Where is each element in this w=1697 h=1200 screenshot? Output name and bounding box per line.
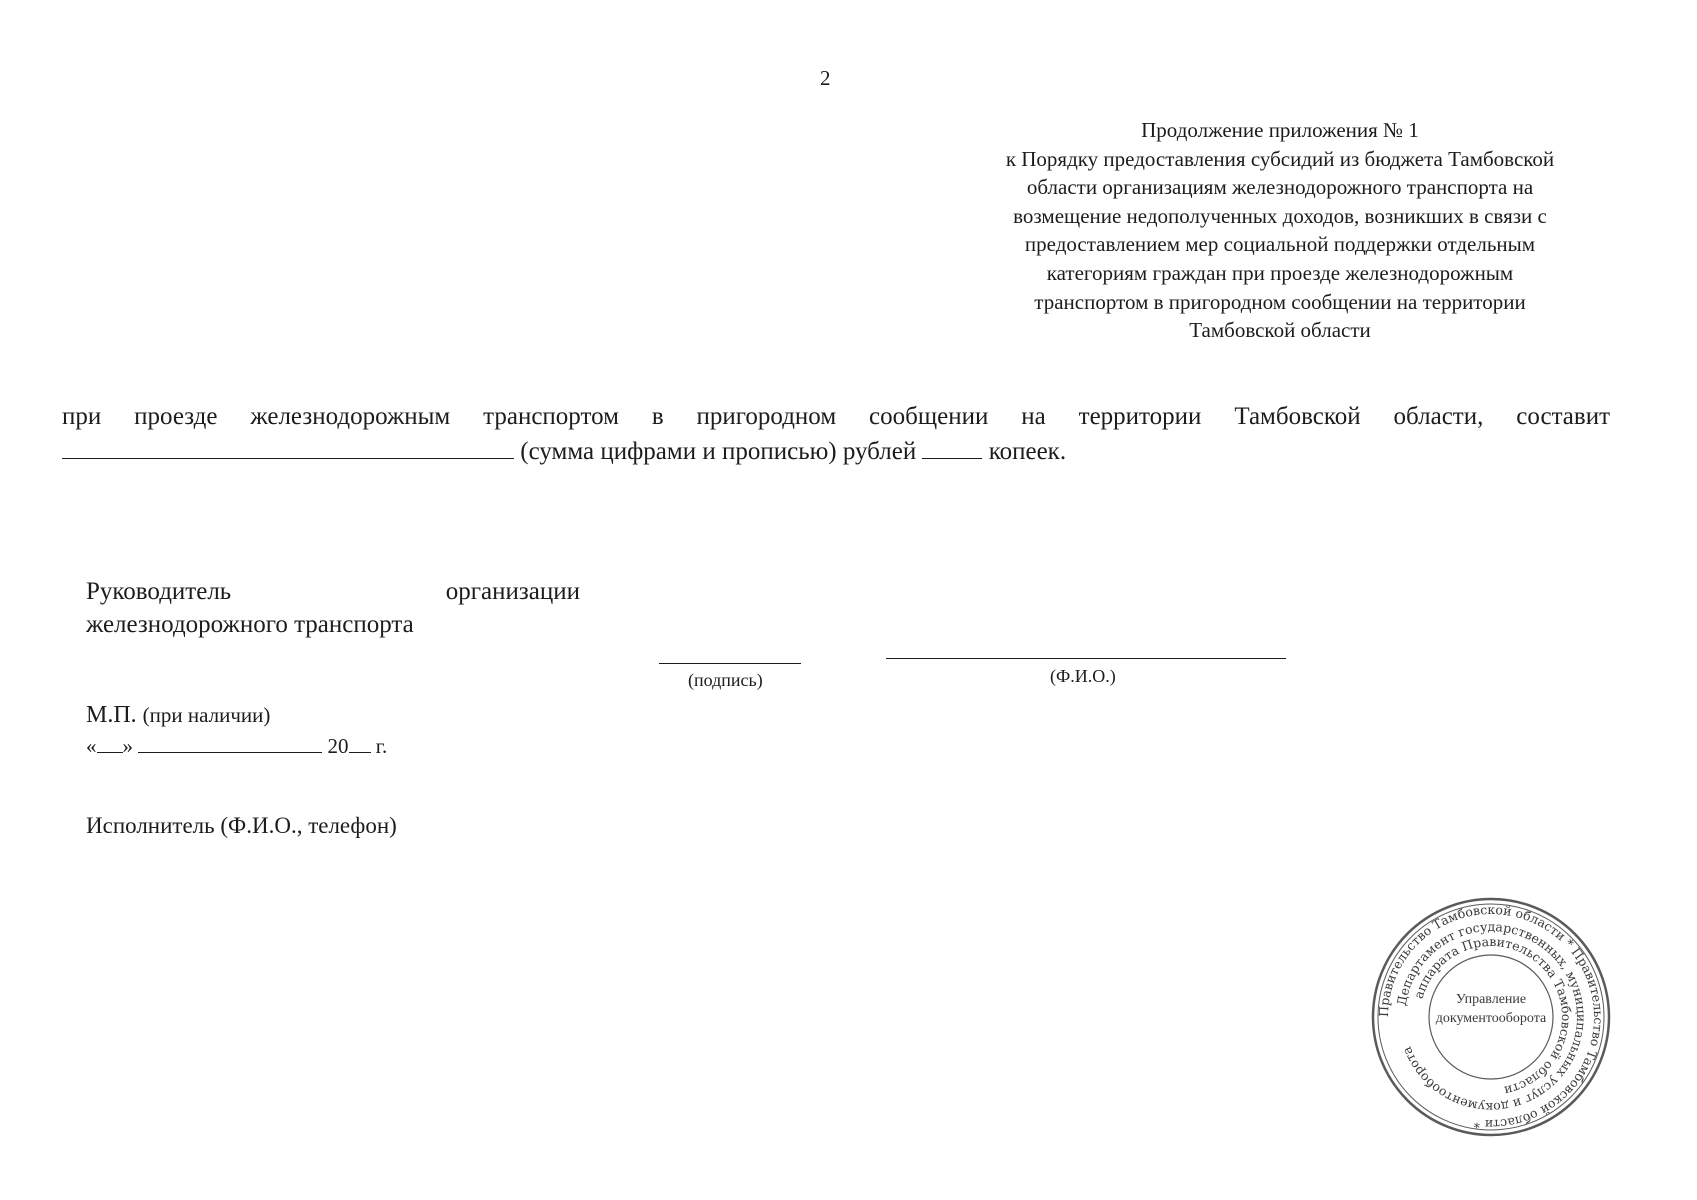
appendix-line: Тамбовской области (1189, 318, 1371, 343)
date-line (86, 734, 387, 759)
stamp-center-line: Управление (1455, 992, 1527, 1007)
mp-label: М.П. (86, 702, 137, 728)
kopecks-blank[interactable] (922, 436, 982, 459)
body-text-line: при проезде железнодорожным транспортом в пригородном сообщении на территории Тамбовской области, составит (62, 403, 1610, 430)
year-suffix: г. (375, 734, 388, 758)
signature-line[interactable] (659, 663, 801, 664)
appendix-line: Продолжение приложения № 1 (1141, 118, 1419, 142)
stamp-inner-text: аппарата Правительства Тамбовской области (1410, 933, 1575, 1099)
stamp-center-line: документооборота (1435, 1011, 1547, 1026)
page-number: 2 (820, 66, 831, 90)
date-close-quote: » (122, 734, 133, 758)
mp-note: (при наличии) (142, 703, 271, 727)
head-role-word: Руководитель (86, 578, 232, 605)
appendix-line: транспортом в пригородном сообщении на территории (1034, 289, 1526, 314)
head-role-line2: железнодорожного транспорта (86, 611, 414, 638)
amount-blank[interactable] (62, 436, 514, 459)
appendix-line: области организациям железнодорожного транспорта на (1026, 175, 1534, 200)
head-of-organization (86, 575, 580, 641)
year-blank[interactable] (349, 734, 371, 753)
kopecks-label: копеек. (988, 438, 1067, 465)
appendix-line: категориям граждан при проезде железнодорожным (1046, 260, 1514, 285)
appendix-line: возмещение недополученных доходов, возникших в связи с (1013, 203, 1547, 228)
amount-line (62, 436, 1066, 468)
appendix-line: к Порядку предоставления субсидий из бюджета Тамбовской (1005, 146, 1555, 171)
stamp-center-text (1420, 990, 1562, 1028)
executor-label: Исполнитель (Ф.И.О., телефон) (86, 813, 397, 838)
amount-hint: (сумма цифрами и прописью) рублей (520, 438, 917, 465)
fio-caption: (Ф.И.О.) (1050, 666, 1116, 686)
signature-caption: (подпись) (688, 670, 763, 690)
month-blank[interactable] (138, 734, 322, 753)
stamp-outer-text: Правительство Тамбовской области * Правительство Тамбовской области * (1375, 901, 1607, 1133)
appendix-line: предоставлением мер социальной поддержки отдельным (1024, 232, 1536, 257)
fio-line[interactable] (886, 658, 1286, 659)
day-blank[interactable] (97, 734, 123, 753)
date-open-quote: « (86, 734, 97, 758)
head-role-word: организации (445, 578, 580, 605)
stamp-middle-text: Департамент государственных, муниципальных услуг и документооборота (1393, 918, 1590, 1116)
appendix-header (930, 116, 1630, 345)
seal-placeholder (86, 702, 270, 729)
year-prefix: 20 (327, 734, 349, 758)
